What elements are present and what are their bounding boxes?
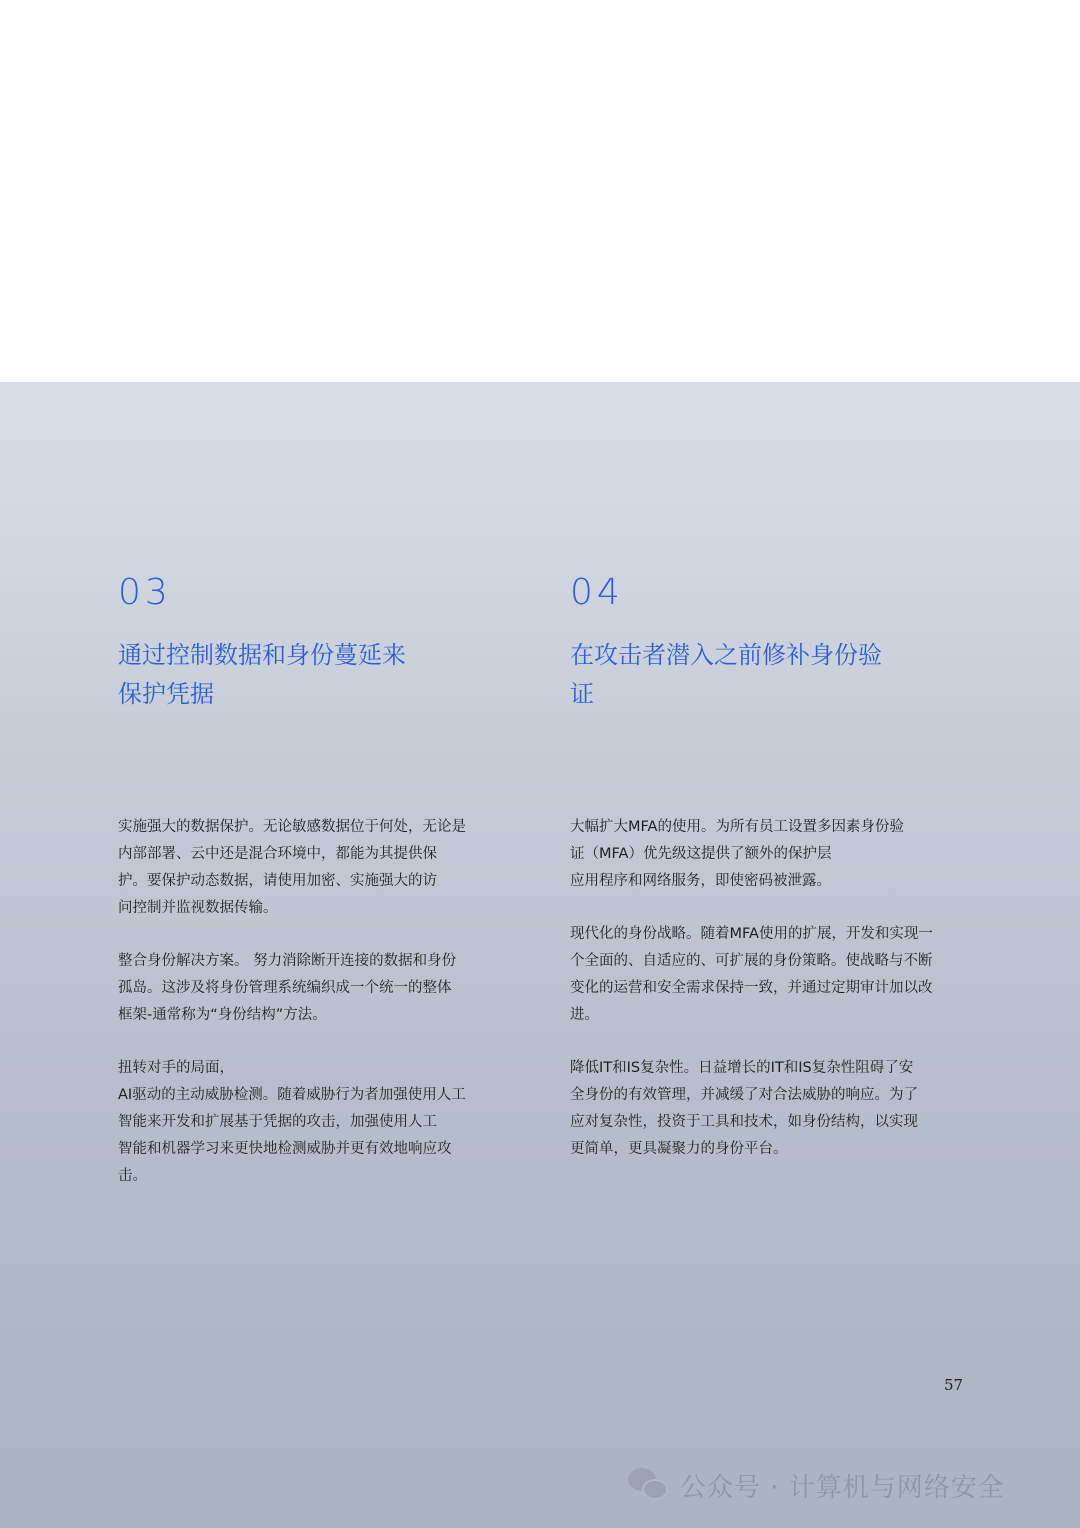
section-heading — [118, 636, 498, 714]
page-top-blank — [0, 0, 1080, 382]
paragraph-line: 更简单，更具凝聚力的身份平台。 — [570, 1141, 788, 1157]
section-body — [570, 814, 990, 1189]
section-number: 03 — [118, 572, 172, 613]
paragraph-line: AI驱动的主动威胁检测。随着威胁行为者加强使用人工 — [118, 1087, 466, 1103]
watermark-text: 公众号 · 计算机与网络安全 — [680, 1472, 1005, 1503]
paragraph-line: 大幅扩大MFA的使用。为所有员工设置多因素身份验 — [570, 819, 904, 835]
paragraph-line: 智能和机器学习来更快地检测威胁并更有效地响应攻 — [118, 1141, 452, 1157]
paragraph-line: 全身份的有效管理，并减缓了对合法威胁的响应。为了 — [570, 1087, 918, 1103]
watermark-footer — [628, 1465, 1005, 1505]
paragraph — [118, 1055, 518, 1190]
paragraph-line: 应用程序和网络服务，即使密码被泄露。 — [570, 873, 831, 889]
paragraph-line: 问控制并监视数据传输。 — [118, 900, 278, 916]
section-number: 04 — [570, 572, 624, 613]
paragraph — [118, 814, 518, 922]
heading-line: 证 — [570, 680, 594, 708]
paragraph-line: 扭转对手的局面， — [118, 1060, 234, 1076]
paragraph-line: 个全面的、自适应的、可扩展的身份策略。使战略与不断 — [570, 953, 933, 969]
paragraph-line: 框架-通常称为“身份结构”方法。 — [118, 1007, 327, 1023]
paragraph-line: 进。 — [570, 1007, 599, 1023]
section-heading — [570, 636, 950, 714]
paragraph-line: 降低IT和IS复杂性。日益增长的IT和IS复杂性阻碍了安 — [570, 1060, 914, 1076]
paragraph-line: 变化的运营和安全需求保持一致，并通过定期审计加以改 — [570, 980, 933, 996]
paragraph — [570, 1055, 990, 1163]
paragraph-line: 证（MFA）优先级这提供了额外的保护层 — [570, 846, 832, 862]
paragraph-line: 整合身份解决方案。 努力消除断开连接的数据和身份 — [118, 953, 457, 969]
section-body — [118, 814, 518, 1216]
paragraph — [118, 948, 518, 1029]
paragraph-line: 击。 — [118, 1168, 147, 1184]
paragraph-line: 应对复杂性，投资于工具和技术，如身份结构，以实现 — [570, 1114, 918, 1130]
heading-line: 通过控制数据和身份蔓延来 — [118, 641, 406, 669]
paragraph — [570, 814, 990, 895]
paragraph-line: 孤岛。这涉及将身份管理系统编织成一个统一的整体 — [118, 980, 452, 996]
content-panel — [0, 382, 1080, 1528]
paragraph-line: 实施强大的数据保护。无论敏感数据位于何处，无论是 — [118, 819, 466, 835]
paragraph-line: 内部部署、云中还是混合环境中，都能为其提供保 — [118, 846, 437, 862]
paragraph-line: 现代化的身份战略。随着MFA使用的扩展，开发和实现一 — [570, 926, 933, 942]
heading-line: 保护凭据 — [118, 680, 214, 708]
paragraph-line: 智能来开发和扩展基于凭据的攻击，加强使用人工 — [118, 1114, 437, 1130]
page-number: 57 — [944, 1376, 964, 1394]
paragraph-line: 护。要保护动态数据，请使用加密、实施强大的访 — [118, 873, 437, 889]
paragraph — [570, 921, 990, 1029]
heading-line: 在攻击者潜入之前修补身份验 — [570, 641, 882, 669]
wechat-icon — [628, 1468, 670, 1502]
